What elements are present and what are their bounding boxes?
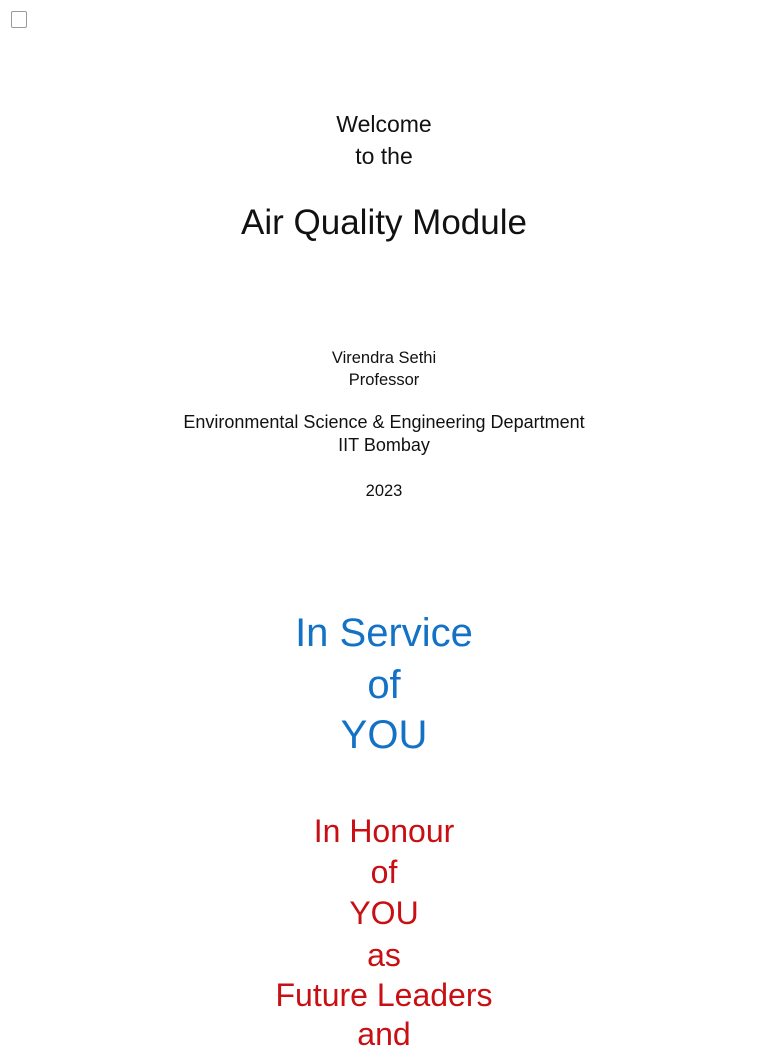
- service-line-3: YOU: [340, 713, 428, 757]
- honour-line-2: of: [370, 854, 398, 890]
- module-title: Air Quality Module: [241, 203, 527, 242]
- to-the-text: to the: [355, 143, 413, 169]
- department-name: Environmental Science & Engineering Department: [183, 412, 585, 432]
- presenter-role: Professor: [348, 371, 420, 389]
- year-text: 2023: [365, 482, 403, 500]
- honour-line-4: as: [367, 937, 401, 973]
- checkbox-icon[interactable]: [11, 11, 27, 28]
- presenter-name: Virendra Sethi: [331, 349, 437, 367]
- honour-line-6: and: [357, 1016, 411, 1052]
- institution-name: IIT Bombay: [338, 435, 430, 455]
- honour-line-1: In Honour: [313, 813, 455, 849]
- service-line-1: In Service: [295, 611, 473, 655]
- honour-line-3: YOU: [349, 895, 419, 931]
- service-line-2: of: [367, 663, 401, 707]
- honour-line-5: Future Leaders: [275, 977, 493, 1013]
- welcome-text: Welcome: [336, 111, 432, 137]
